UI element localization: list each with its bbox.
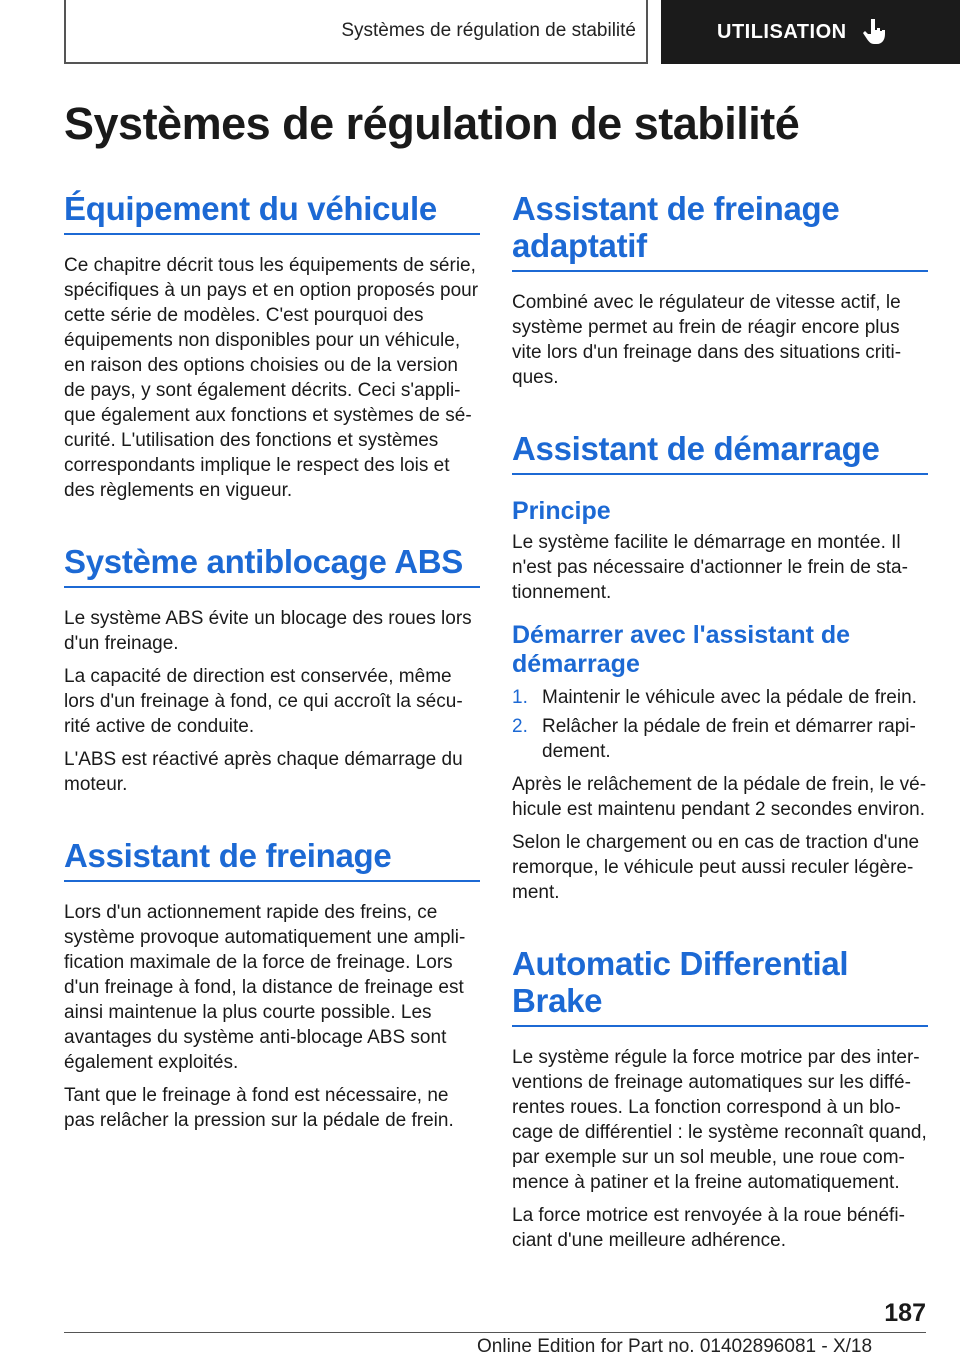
footer-edition: Online Edition for Part no. 01402896081 - X/18 xyxy=(477,1336,873,1357)
header-breadcrumb-box xyxy=(64,0,648,64)
section-equipement xyxy=(64,190,480,503)
heading-principe: Principe xyxy=(512,497,611,525)
header-section-tab[interactable] xyxy=(661,0,960,64)
heading-adb: Automatic Differential Brake xyxy=(512,945,928,1027)
heading-freinage: Assistant de freinage xyxy=(64,837,480,882)
header-breadcrumb: Systèmes de régulation de stabilité xyxy=(341,20,636,41)
heading-abs: Système antiblocage ABS xyxy=(64,543,480,588)
page-number: 187 xyxy=(884,1299,926,1327)
step-number: 1. xyxy=(512,687,528,708)
paragraph-adaptatif: Combiné avec le régulateur de vitesse actif, le système permet au frein de réagir encore plus vite lors d'un freinage dans des situations critiques. xyxy=(512,292,902,388)
paragraph-demarrage-1: Après le relâchement de la pédale de frein, le véhicule est maintenu pendant 2 secondes environ. xyxy=(512,774,927,820)
list-item xyxy=(512,685,928,710)
steps-list xyxy=(512,685,928,764)
heading-equipement: Équipement du véhicule xyxy=(64,190,480,235)
paragraph-principe: Le système facilite le démarrage en montée. Il n'est pas nécessaire d'actionner le frein de stationnement. xyxy=(512,532,908,603)
right-column xyxy=(512,190,928,1253)
paragraph-abs-3: L'ABS est réactivé après chaque démarrage du moteur. xyxy=(64,749,463,795)
paragraph-equipement: Ce chapitre décrit tous les équipements de série, spécifiques à un pays et en option proposés pour cette série de modèles. C'est pourquoi des équipements non disponibles pour un véhicule, en raison des options choisies ou de la version de pays, y sont également décrits. Ceci s'applique également aux fonctions et systèmes de sécurité. L'utilisation des fonctions et systèmes correspondants implique le respect des lois et des règlements en vigueur. xyxy=(64,255,479,501)
paragraph-freinage-2: Tant que le freinage à fond est nécessaire, ne pas relâcher la pression sur la pédale de frein. xyxy=(64,1085,454,1131)
heading-demarrage: Assistant de démarrage xyxy=(512,430,928,475)
section-adb xyxy=(512,945,928,1253)
list-item xyxy=(512,714,928,764)
heading-adaptatif: Assistant de freinage adaptatif xyxy=(512,190,928,272)
page-title: Systèmes de régulation de stabilité xyxy=(64,98,800,149)
header-section-label: UTILISATION xyxy=(717,20,847,43)
section-demarrage xyxy=(512,430,928,905)
paragraph-adb-2: La force motrice est renvoyée à la roue bénéficiant d'une meilleure adhérence. xyxy=(512,1205,905,1251)
paragraph-adb-1: Le système régule la force motrice par des interventions de freinage automatiques sur les différentes roues. La fonction correspond à un blocage de différentiel : le système reconnaît quand, par exemple sur un sol meuble, une roue commence à patiner et la freine automatiquement. xyxy=(512,1047,927,1193)
paragraph-demarrage-2: Selon le chargement ou en cas de traction d'une remorque, le véhicule peut aussi reculer légèrement. xyxy=(512,832,920,903)
section-abs xyxy=(64,543,480,797)
pointing-hand-icon xyxy=(859,16,891,48)
step-text: Maintenir le véhicule avec la pédale de frein. xyxy=(542,687,917,708)
paragraph-freinage-1: Lors d'un actionnement rapide des freins, ce système provoque automatiquement une amplification maximale de la force de freinage. Lors d'un freinage à fond, la distance de freinage est ainsi maintenue la plus courte possible. Les avantages du système anti-blocage ABS sont également exploités. xyxy=(64,902,466,1073)
paragraph-abs-1: Le système ABS évite un blocage des roues lors d'un freinage. xyxy=(64,608,472,654)
footer-divider xyxy=(64,1332,926,1333)
step-number: 2. xyxy=(512,716,528,737)
section-freinage xyxy=(64,837,480,1133)
section-adaptatif xyxy=(512,190,928,390)
paragraph-abs-2: La capacité de direction est conservée, même lors d'un freinage à fond, ce qui accroît la sécurité active de conduite. xyxy=(64,666,463,737)
left-column xyxy=(64,190,480,1133)
step-text: Relâcher la pédale de frein et démarrer rapidement. xyxy=(542,716,916,762)
heading-demarrer: Démarrer avec l'assistant de démarrage xyxy=(512,621,851,678)
